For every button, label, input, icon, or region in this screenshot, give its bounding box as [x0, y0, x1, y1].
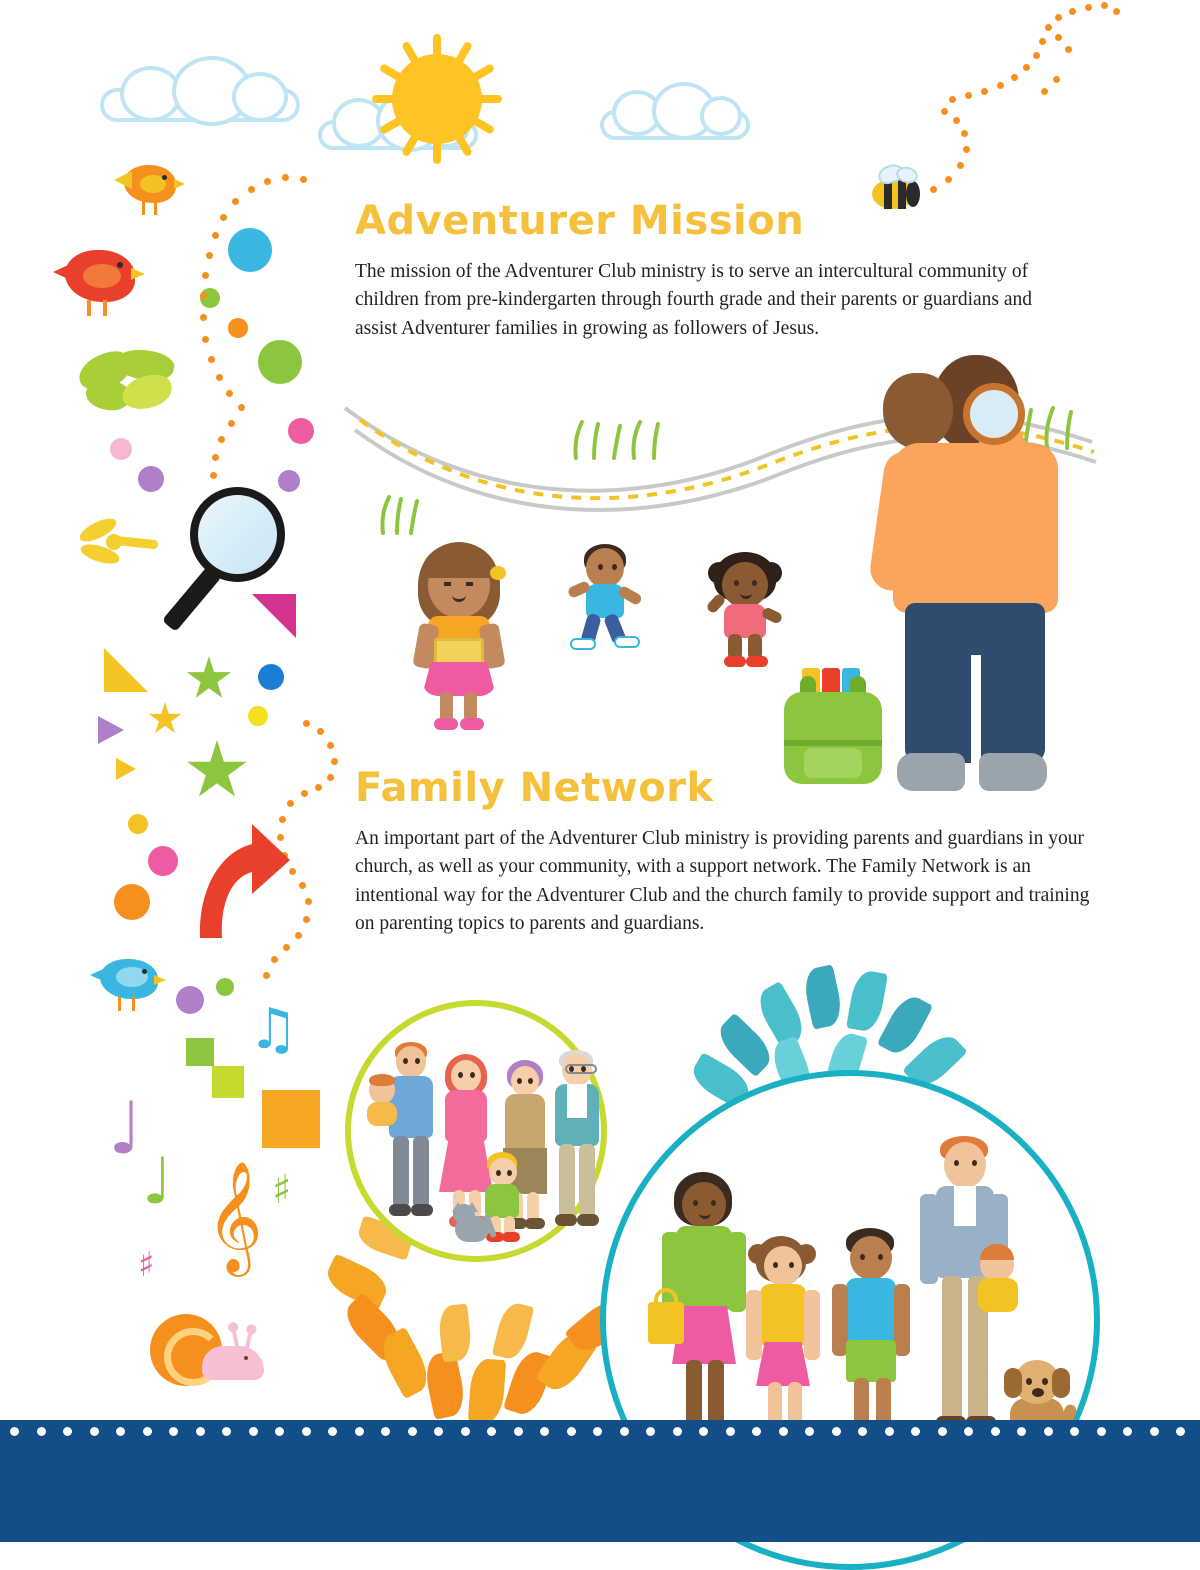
- footer-dot: [408, 1427, 417, 1436]
- footer-dot: [169, 1427, 178, 1436]
- footer-dot: [90, 1427, 99, 1436]
- circle-icon: [114, 884, 150, 920]
- mission-section: [355, 198, 1055, 343]
- footer-dot: [1044, 1427, 1053, 1436]
- family-network-section: [355, 765, 1105, 938]
- footer-dot: [567, 1427, 576, 1436]
- footer-dot: [1097, 1427, 1106, 1436]
- footer-dot: [355, 1427, 364, 1436]
- girl-waving-illustration: [700, 552, 792, 678]
- footer-dot: [1176, 1427, 1185, 1436]
- boy-with-magnifying-glass-photo: [875, 355, 1075, 815]
- footer-dot: [328, 1427, 337, 1436]
- footer-dot: [10, 1427, 19, 1436]
- footer-dot: [222, 1427, 231, 1436]
- extended-family-illustration: [345, 1000, 607, 1262]
- footer-dot: [964, 1427, 973, 1436]
- dragonfly-icon: [78, 520, 160, 580]
- decorative-sidebar: [0, 0, 350, 1420]
- footer-dot: [752, 1427, 761, 1436]
- grass-icon: [568, 418, 678, 465]
- footer-dot: [275, 1427, 284, 1436]
- footer-dot: [514, 1427, 523, 1436]
- footer-dot: [1017, 1427, 1026, 1436]
- footer-dot: [487, 1427, 496, 1436]
- circle-icon: [110, 438, 132, 460]
- mission-paragraph: The mission of the Adventurer Club ministry is to serve an intercultural community of children from pre-kindergarten through fourth grade and their parents or guardians and assist Adventurer families in growing as followers of Jesus.: [355, 261, 1033, 339]
- square-icon: [262, 1090, 320, 1148]
- footer-dot: [540, 1427, 549, 1436]
- snail-icon: [150, 1300, 265, 1390]
- footer-dot: [832, 1427, 841, 1436]
- section-title-family-network: Family Network: [355, 765, 714, 811]
- page-footer-bar: [0, 1420, 1200, 1542]
- treble-clef-icon: 𝄞: [206, 1160, 263, 1272]
- square-icon: [212, 1066, 244, 1098]
- footer-dot: [381, 1427, 390, 1436]
- running-boy-illustration: [562, 540, 654, 660]
- sharp-note-icon: ♯: [138, 1245, 155, 1285]
- footer-dot: [620, 1427, 629, 1436]
- footer-dot: [63, 1427, 72, 1436]
- footer-dot: [196, 1427, 205, 1436]
- cat-illustration: [449, 1202, 495, 1246]
- footer-dot: [593, 1427, 602, 1436]
- girl-with-book-illustration: [404, 542, 514, 732]
- footer-dot: [646, 1427, 655, 1436]
- footer-dot: [1150, 1427, 1159, 1436]
- footer-dot: [673, 1427, 682, 1436]
- bird-icon: [55, 238, 155, 318]
- footer-dot: [885, 1427, 894, 1436]
- footer-dot: [116, 1427, 125, 1436]
- footer-dot: [434, 1427, 443, 1436]
- footer-dot: [249, 1427, 258, 1436]
- sharp-note-icon: ♯: [272, 1167, 292, 1213]
- circle-icon: [176, 986, 204, 1014]
- sun-icon: [372, 34, 502, 164]
- footer-dot: [938, 1427, 947, 1436]
- circle-icon: [216, 978, 234, 996]
- footer-dot: [143, 1427, 152, 1436]
- triangle-icon: [98, 716, 124, 744]
- circle-icon: [128, 814, 148, 834]
- music-note-icon: ♩: [108, 1086, 142, 1170]
- footer-dot: [302, 1427, 311, 1436]
- music-note-icon: ♫: [248, 997, 299, 1062]
- circle-icon: [138, 466, 164, 492]
- butterfly-icon: [78, 350, 178, 422]
- footer-dot: [726, 1427, 735, 1436]
- family-network-paragraph: An important part of the Adventurer Club ministry is providing parents and guardians in your church, as well as your community, with a support network. The Family Network is an intentional way for the Adventurer Club and the church family to provide support and training on parenting topics to parents and guardians.: [355, 828, 1090, 934]
- footer-dot: [461, 1427, 470, 1436]
- page-title: Adventurer Mission: [355, 198, 805, 244]
- footer-dot: [991, 1427, 1000, 1436]
- footer-dot: [779, 1427, 788, 1436]
- star-icon: [186, 656, 232, 702]
- footer-dot: [1070, 1427, 1079, 1436]
- dotted-trail-icon: [905, 0, 1125, 200]
- arrow-icon: [190, 820, 295, 940]
- bird-icon: [92, 945, 178, 1013]
- triangle-icon: [116, 758, 136, 780]
- footer-dot: [37, 1427, 46, 1436]
- magnifier-icon: [190, 487, 305, 642]
- star-icon: [186, 740, 248, 802]
- circle-icon: [148, 846, 178, 876]
- triangle-icon: [104, 648, 148, 692]
- grass-icon: [375, 495, 421, 540]
- music-note-icon: ♩: [142, 1145, 173, 1219]
- star-icon: [148, 702, 182, 736]
- footer-dot: [699, 1427, 708, 1436]
- cloud-icon: [600, 86, 750, 142]
- square-icon: [186, 1038, 214, 1066]
- footer-dot: [858, 1427, 867, 1436]
- circle-icon: [258, 664, 284, 690]
- dotted-trail-icon: [170, 168, 320, 498]
- footer-dot: [911, 1427, 920, 1436]
- footer-dot: [1123, 1427, 1132, 1436]
- footer-dot: [805, 1427, 814, 1436]
- footer-dot-row: [0, 1420, 1200, 1442]
